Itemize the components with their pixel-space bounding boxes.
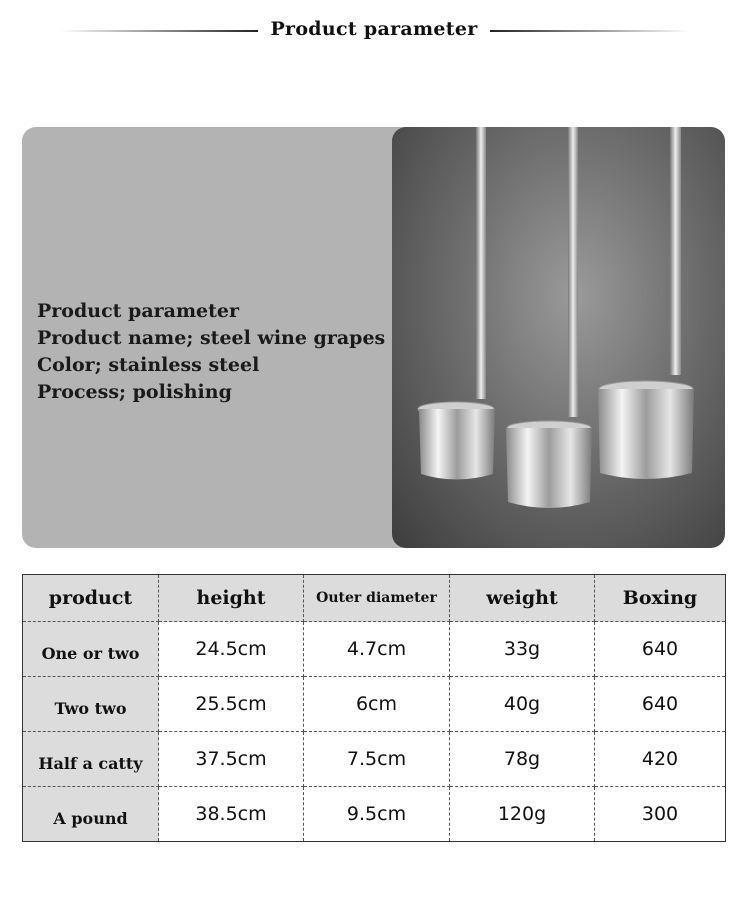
cup-small: [419, 409, 495, 480]
weight-cell: 33g: [450, 622, 595, 677]
section-header: [0, 14, 750, 48]
ladle-set-image: [392, 127, 725, 548]
boxing-cell: 640: [595, 622, 726, 677]
handle-middle: [568, 127, 578, 417]
cup-large: [598, 389, 694, 479]
diameter-cell: 9.5cm: [304, 787, 450, 842]
product-cell: Two two: [23, 677, 159, 732]
parameter-table: [22, 574, 725, 828]
table-header-row: [23, 575, 726, 622]
product-description: [37, 298, 385, 406]
description-line: Process; polishing: [37, 381, 232, 403]
boxing-cell: 420: [595, 732, 726, 787]
height-cell: 24.5cm: [159, 622, 304, 677]
height-cell: 37.5cm: [159, 732, 304, 787]
boxing-cell: 640: [595, 677, 726, 732]
product-cell: A pound: [23, 787, 159, 842]
product-hero-panel: [22, 127, 725, 548]
header-divider-left: [60, 30, 258, 32]
product-photo: [392, 127, 725, 548]
product-cell: One or two: [23, 622, 159, 677]
column-header: Boxing: [595, 575, 726, 622]
column-header: Outer diameter: [304, 575, 450, 622]
weight-cell: 120g: [450, 787, 595, 842]
description-line: Product name; steel wine grapes: [37, 327, 386, 349]
description-line: Color; stainless steel: [37, 354, 260, 376]
column-header: weight: [450, 575, 595, 622]
diameter-cell: 4.7cm: [304, 622, 450, 677]
table-row: [23, 787, 726, 842]
column-header: product: [23, 575, 159, 622]
diameter-cell: 7.5cm: [304, 732, 450, 787]
diameter-cell: 6cm: [304, 677, 450, 732]
height-cell: 38.5cm: [159, 787, 304, 842]
column-header: height: [159, 575, 304, 622]
header-divider-right: [490, 30, 690, 32]
table-row: [23, 622, 726, 677]
cup-medium: [506, 428, 592, 508]
handle-left: [476, 127, 486, 399]
table-row: [23, 732, 726, 787]
weight-cell: 78g: [450, 732, 595, 787]
description-line: Product parameter: [37, 300, 240, 322]
weight-cell: 40g: [450, 677, 595, 732]
height-cell: 25.5cm: [159, 677, 304, 732]
boxing-cell: 300: [595, 787, 726, 842]
handle-right: [670, 127, 681, 375]
section-title: Product parameter: [270, 18, 478, 40]
table-row: [23, 677, 726, 732]
product-cell: Half a catty: [23, 732, 159, 787]
